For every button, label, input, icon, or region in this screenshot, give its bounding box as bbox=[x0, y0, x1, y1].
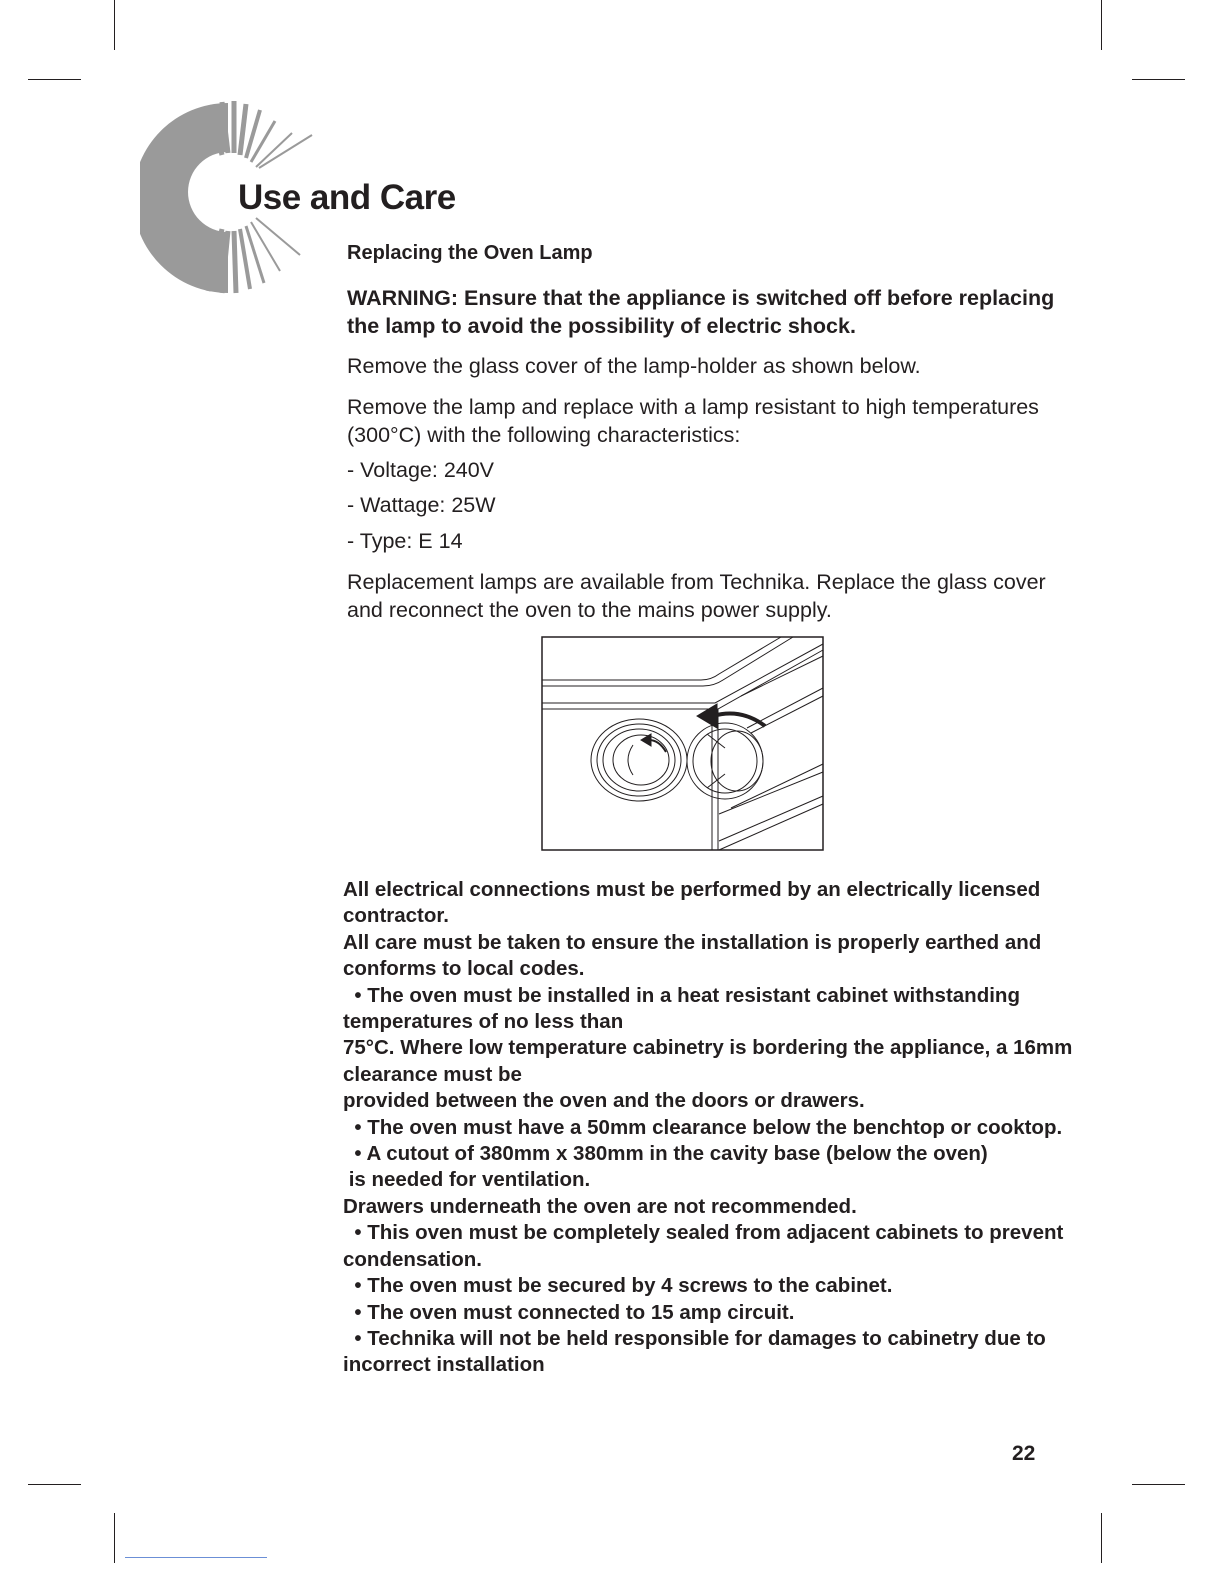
crop-mark bbox=[28, 1484, 81, 1485]
spec-type: - Type: E 14 bbox=[347, 529, 463, 553]
crop-mark bbox=[1132, 1484, 1185, 1485]
oven-lamp-diagram bbox=[541, 636, 825, 852]
subsection-title: Replacing the Oven Lamp bbox=[347, 242, 593, 264]
availability-text: Replacement lamps are available from Technika. Replace the glass cover and reconnect the oven to the mains power supply. bbox=[347, 570, 1046, 622]
note-line: • The oven must be installed in a heat resistant cabinet withstanding temperatures of no less than bbox=[343, 983, 1020, 1034]
replace-lamp-text: Remove the lamp and replace with a lamp resistant to high temperatures (300°C) with the following characteristics: bbox=[347, 395, 1039, 447]
note-line: Drawers underneath the oven are not recommended. bbox=[343, 1194, 857, 1218]
note-line: • The oven must be secured by 4 screws to the cabinet. bbox=[343, 1274, 893, 1298]
note-line: 75°C. Where low temperature cabinetry is bordering the appliance, a 16mm clearance must be bbox=[343, 1036, 1073, 1086]
crop-mark bbox=[1101, 1513, 1102, 1563]
note-line: • This oven must be completely sealed from adjacent cabinets to prevent condensation. bbox=[343, 1221, 1064, 1271]
note-line: All electrical connections must be performed by an electrically licensed contractor. bbox=[343, 878, 1041, 928]
note-line: is needed for ventilation. bbox=[343, 1168, 591, 1192]
crop-mark bbox=[1101, 0, 1102, 50]
page-number: 22 bbox=[1012, 1442, 1036, 1465]
note-line: provided between the oven and the doors or drawers. bbox=[343, 1089, 865, 1113]
note-line: • The oven must connected to 15 amp circuit. bbox=[343, 1300, 795, 1324]
spec-wattage: - Wattage: 25W bbox=[347, 493, 496, 517]
remove-cover-text: Remove the glass cover of the lamp-holder as shown below. bbox=[347, 354, 921, 378]
note-line: • A cutout of 380mm x 380mm in the cavity base (below the oven) bbox=[343, 1142, 988, 1166]
crop-mark bbox=[1132, 79, 1185, 80]
crop-mark bbox=[114, 1513, 115, 1563]
crop-mark bbox=[114, 0, 115, 50]
spec-voltage: - Voltage: 240V bbox=[347, 458, 495, 482]
section-title: Use and Care bbox=[238, 178, 456, 217]
note-line: • Technika will not be held responsible for damages to cabinetry due to incorrect installation bbox=[343, 1326, 1046, 1377]
warning-text: WARNING: Ensure that the appliance is switched off before replacing the lamp to avoid the possibility of electric shock. bbox=[347, 286, 1055, 338]
crop-mark bbox=[28, 79, 81, 80]
note-line: All care must be taken to ensure the installation is properly earthed and conforms to local codes. bbox=[343, 930, 1042, 981]
bottom-rule bbox=[125, 1557, 267, 1558]
installation-notes bbox=[343, 877, 1083, 1379]
note-line: • The oven must have a 50mm clearance below the benchtop or cooktop. bbox=[343, 1115, 1063, 1139]
